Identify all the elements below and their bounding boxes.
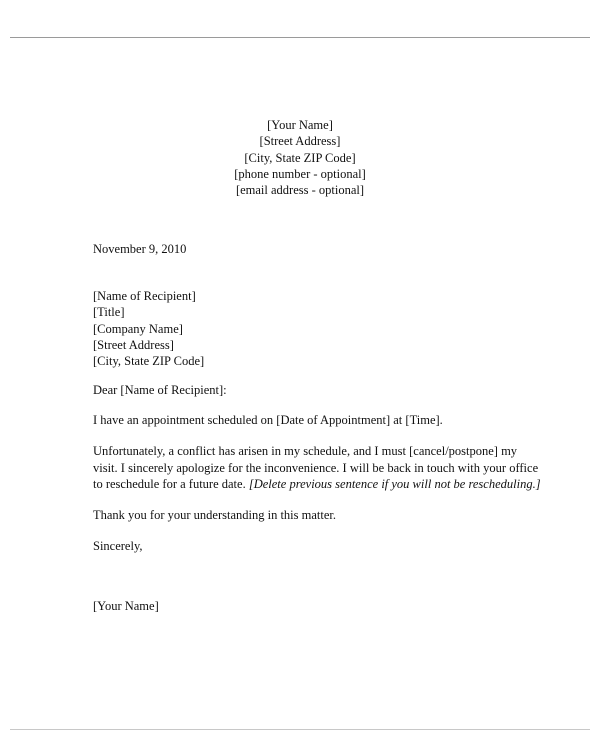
sender-street: [Street Address] (259, 134, 341, 149)
recipient-name: [Name of Recipient] (93, 289, 196, 303)
recipient-title: [Title] (93, 305, 125, 320)
letter-date (93, 241, 533, 257)
sender-phone: [phone number - optional] (234, 166, 366, 181)
recipient-company: [Company Name] (93, 321, 183, 336)
sender-name: [Your Name] (267, 118, 333, 132)
sender-block (150, 117, 450, 198)
salutation (93, 382, 533, 398)
date-text: November 9, 2010 (93, 242, 187, 256)
paragraph-thanks-text: Thank you for your understanding in this matter. (93, 508, 337, 522)
signature-text: [Your Name] (93, 599, 159, 613)
closing (93, 538, 533, 554)
recipient-block (93, 288, 533, 369)
paragraph-appointment (93, 412, 533, 429)
salutation-text: Dear [Name of Recipient]: (93, 383, 227, 397)
top-divider (10, 37, 590, 38)
paragraph-conflict-line-1: Unfortunately, a conflict has arisen in my schedule, and I must [cancel/postpone] my (93, 444, 518, 458)
paragraph-appointment-text: I have an appointment scheduled on [Date of Appointment] at [Time]. (93, 413, 443, 427)
sender-city: [City, State ZIP Code] (244, 150, 356, 165)
paragraph-thanks (93, 507, 533, 524)
signature (93, 598, 533, 614)
paragraph-conflict (93, 443, 541, 493)
paragraph-conflict-line-3 (93, 476, 541, 493)
recipient-street: [Street Address] (93, 337, 174, 352)
sender-email: [email address - optional] (235, 183, 365, 198)
rescheduling-note: [Delete previous sentence if you will not be rescheduling.] (248, 477, 541, 492)
paragraph-conflict-line-3-text: to reschedule for a future date. (93, 477, 249, 492)
closing-text: Sincerely, (93, 539, 143, 553)
recipient-city: [City, State ZIP Code] (93, 354, 205, 369)
paragraph-conflict-line-2: visit. I sincerely apologize for the inconvenience. I will be back in touch with your office (93, 460, 539, 475)
